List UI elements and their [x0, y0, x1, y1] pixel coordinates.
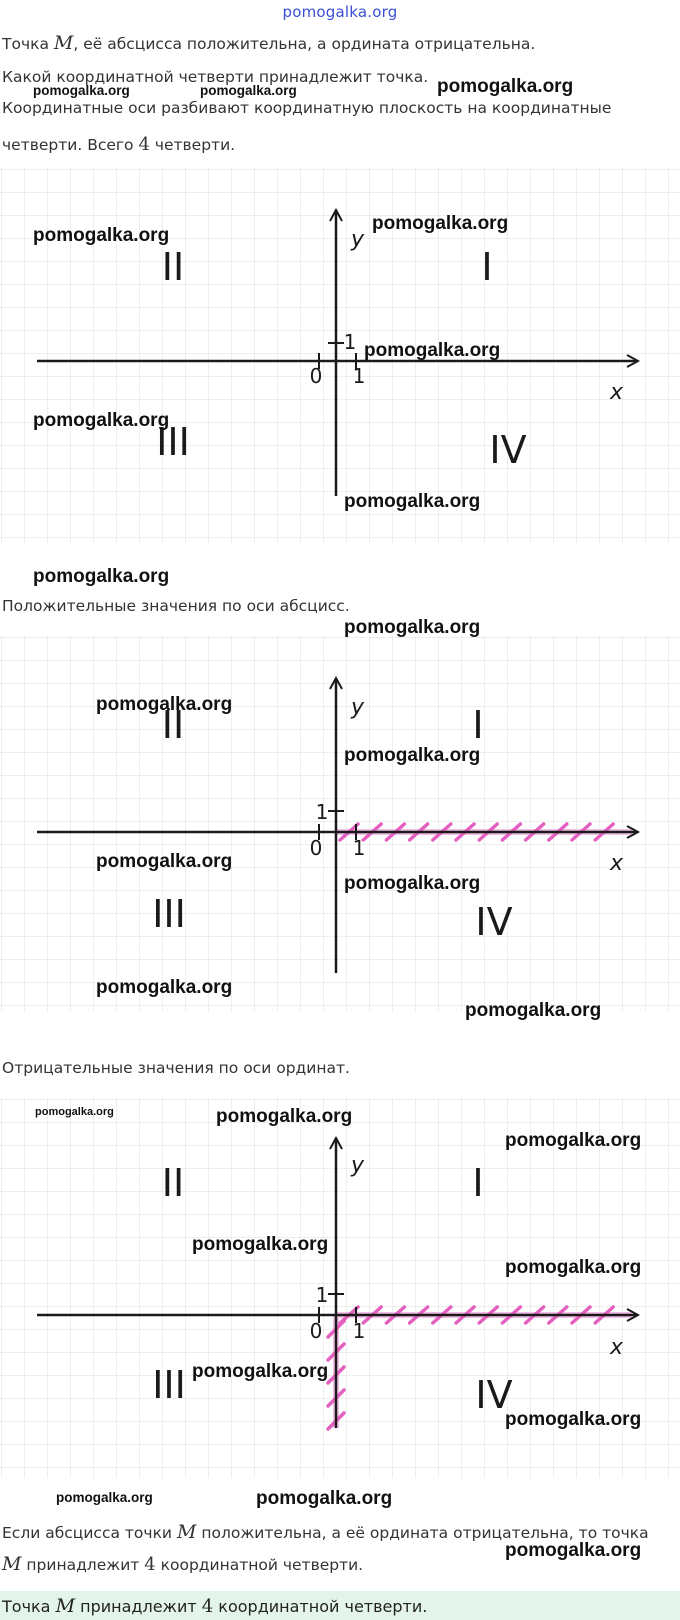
x-axis-label: x	[610, 851, 624, 876]
watermark: pomogalka.org	[96, 694, 233, 715]
coordinate-plane-svg-2	[0, 636, 680, 1011]
answer-quadrant-number: 4	[201, 1596, 214, 1617]
y-unit-label: 1	[315, 1283, 329, 1307]
conclusion-prefix: Если абсцисса точки	[2, 1524, 177, 1542]
x-unit-label: 1	[352, 836, 366, 860]
watermark: pomogalka.org	[256, 1488, 393, 1509]
x-axis-label: x	[610, 380, 624, 405]
quadrant-label-iii: III	[152, 1363, 186, 1407]
watermark: pomogalka.org	[33, 225, 170, 246]
conclusion-line-2	[2, 1553, 363, 1575]
watermark: pomogalka.org	[216, 1106, 353, 1127]
watermark: pomogalka.org	[465, 1000, 602, 1021]
quadrant-number: 4	[144, 1554, 156, 1575]
watermark: pomogalka.org	[96, 977, 233, 998]
answer-box	[0, 1591, 680, 1620]
variable-m: M	[55, 1595, 76, 1617]
conclusion-end: координатной четверти.	[155, 1556, 364, 1574]
watermark: pomogalka.org	[372, 213, 509, 234]
question-line-1	[2, 32, 535, 54]
grid-background	[0, 636, 680, 1011]
origin-label: 0	[309, 364, 323, 388]
quadrant-count: 4	[138, 134, 150, 155]
watermark: pomogalka.org	[437, 76, 574, 97]
caption-negative-y: Отрицательные значения по оси ординат.	[2, 1059, 350, 1077]
answer-prefix: Точка	[2, 1597, 56, 1616]
watermark: pomogalka.org	[33, 566, 170, 587]
watermark: pomogalka.org	[33, 410, 170, 431]
watermark: pomogalka.org	[344, 617, 481, 638]
watermark: pomogalka.org	[192, 1361, 329, 1382]
explanation-suffix: четверти.	[149, 136, 236, 154]
watermark: pomogalka.org	[505, 1257, 642, 1278]
variable-m: M	[2, 1553, 22, 1575]
watermark: pomogalka.org	[344, 491, 481, 512]
question-line-2: Какой координатной четверти принадлежит точка.	[2, 68, 429, 86]
watermark: pomogalka.org	[192, 1234, 329, 1255]
origin-label: 0	[309, 836, 323, 860]
quadrant-label-iv: IV	[475, 900, 513, 944]
conclusion-middle: принадлежит	[21, 1556, 145, 1574]
question-suffix: , её абсцисса положительна, а ордината отрицательна.	[73, 35, 536, 53]
quadrant-label-iv: IV	[489, 428, 527, 472]
x-axis-label: x	[610, 1335, 624, 1360]
y-unit-label: 1	[343, 330, 357, 354]
variable-m: M	[176, 1521, 197, 1543]
quadrant-label-ii: II	[161, 703, 185, 747]
explanation-prefix: четверти. Всего	[2, 136, 139, 154]
quadrant-label-i: I	[472, 703, 484, 747]
conclusion-suffix: положительна, а её ордината отрицательна, то точка	[196, 1524, 649, 1542]
watermark: pomogalka.org	[96, 851, 233, 872]
watermark: pomogalka.org	[505, 1130, 642, 1151]
quadrant-label-ii: II	[161, 1161, 185, 1205]
origin-label: 0	[309, 1319, 323, 1343]
quadrant-label-i: I	[481, 245, 493, 289]
answer-text	[2, 1595, 427, 1617]
coordinate-plane-figure-2	[0, 636, 680, 1011]
watermark: pomogalka.org	[505, 1409, 642, 1430]
answer-suffix: координатной четверти.	[213, 1597, 428, 1616]
caption-positive-x: Положительные значения по оси абсцисс.	[2, 597, 350, 615]
watermark: pomogalka.org	[35, 1106, 114, 1118]
watermark: pomogalka.org	[56, 1490, 153, 1505]
quadrant-label-ii: II	[161, 245, 185, 289]
quadrant-label-i: I	[472, 1161, 484, 1205]
watermark: pomogalka.org	[344, 873, 481, 894]
y-axis-label: y	[351, 695, 365, 720]
site-logo[interactable]: pomogalka.org	[282, 3, 398, 21]
quadrant-label-iii: III	[152, 892, 186, 936]
y-axis-label: y	[351, 1153, 365, 1178]
explanation-line-2	[2, 134, 235, 155]
explanation-line-1: Координатные оси разбивают координатную плоскость на координатные	[2, 99, 612, 117]
answer-middle: принадлежит	[75, 1597, 202, 1616]
watermark: pomogalka.org	[344, 745, 481, 766]
x-unit-label: 1	[352, 1319, 366, 1343]
variable-m: M	[53, 32, 74, 54]
quadrant-label-iv: IV	[475, 1373, 513, 1417]
watermark: pomogalka.org	[200, 83, 297, 98]
question-prefix: Точка	[2, 35, 54, 53]
x-unit-label: 1	[352, 364, 366, 388]
watermark: pomogalka.org	[33, 83, 130, 98]
quadrant-label-iii: III	[156, 420, 190, 464]
watermark: pomogalka.org	[364, 340, 501, 361]
y-unit-label: 1	[315, 800, 329, 824]
watermark: pomogalka.org	[505, 1540, 642, 1561]
y-axis-label: y	[351, 227, 365, 252]
